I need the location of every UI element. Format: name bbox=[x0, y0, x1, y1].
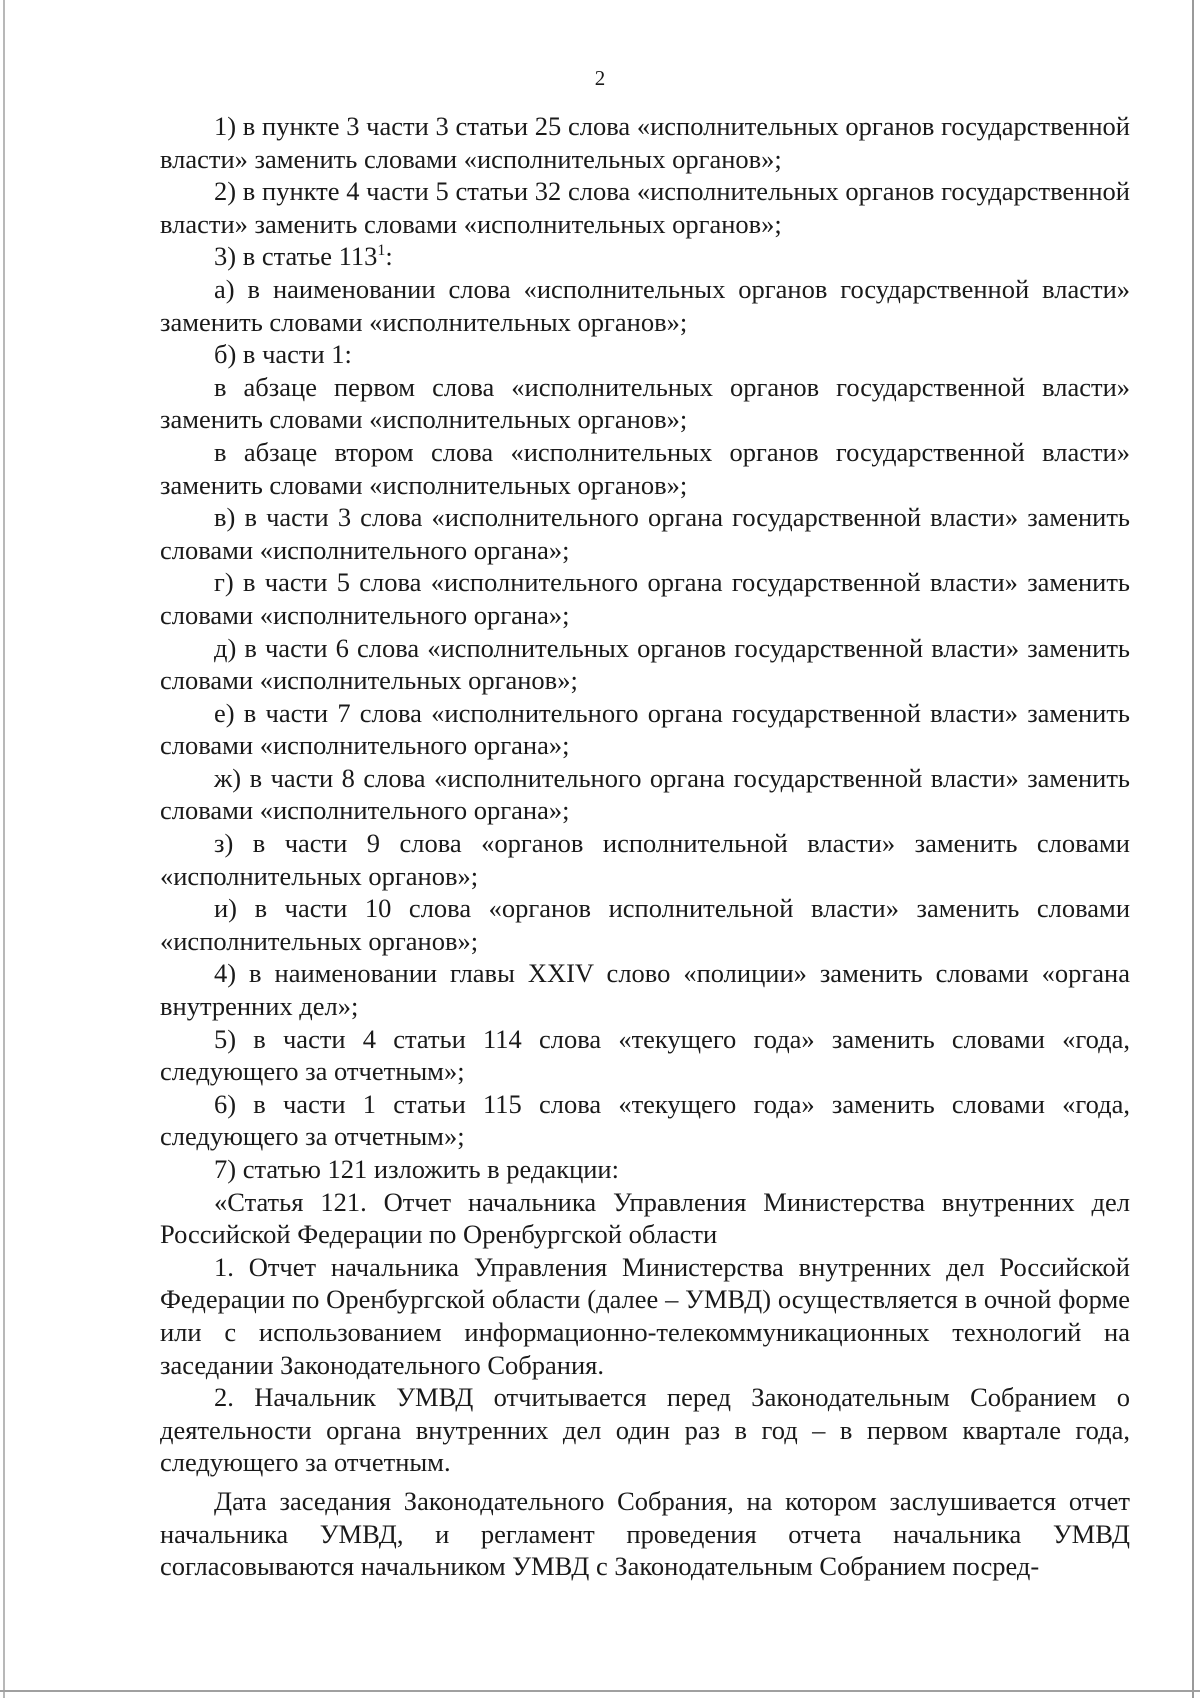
article-121-part-2-abzac: Дата заседания Законодательного Собрания, на котором заслушивается отчет начальника УМВД, и регламент проведения отчета начальника УМВД согласовываются начальником УМВД с Законодательным Собранием посред- bbox=[160, 1485, 1130, 1582]
article-121-part-2: 2. Начальник УМВД отчитывается перед Законодательным Собранием о деятельности органа внутренних дел один раз в год – в первом квартале года, следующего за отчетным. bbox=[160, 1382, 1130, 1478]
paragraph-item-4: 4) в наименовании главы XXIV слово «полиции» заменить словами «органа внутренних дел»; bbox=[160, 958, 1130, 1022]
paragraph-item-3v: в) в части 3 слова «исполнительного органа государственной власти» заменить словами «исполнительного органа»; bbox=[160, 502, 1130, 565]
article-121-part-1: 1. Отчет начальника Управления Министерства внутренних дел Российской Федерации по Оренбургской области (далее – УМВД) осуществляется в очной форме или с использованием информационно-телекоммуникационных технологий на заседании Законодательного Собрания. bbox=[160, 1251, 1130, 1380]
paragraph-item-3z: з) в части 9 слова «органов исполнительной власти» заменить словами «исполнительных органов»; bbox=[160, 828, 1130, 891]
scan-edge-right bbox=[1192, 0, 1194, 1698]
paragraph-item-3e: е) в части 7 слова «исполнительного органа государственной власти» заменить словами «исполнительного органа»; bbox=[160, 697, 1130, 761]
paragraph-item-2: 2) в пункте 4 части 5 статьи 32 слова «исполнительных органов государственной власти» заменить словами «исполнительных органов»; bbox=[160, 176, 1130, 239]
paragraph-item-7: 7) статью 121 изложить в редакции: bbox=[214, 1154, 619, 1184]
paragraph-item-5: 5) в части 4 статьи 114 слова «текущего года» заменить словами «года, следующего за отчетным»; bbox=[160, 1023, 1130, 1087]
article-121-title: «Статья 121. Отчет начальника Управления Министерства внутренних дел Российской Федерации по Оренбургской области bbox=[160, 1186, 1130, 1250]
scan-edge-bottom bbox=[0, 1690, 1200, 1692]
page-number: 2 bbox=[594, 66, 606, 90]
paragraph-item-3zh: ж) в части 8 слова «исполнительного органа государственной власти» заменить словами «исполнительного органа»; bbox=[160, 762, 1130, 826]
paragraph-item-3-text: 3) в статье 113 bbox=[214, 241, 378, 272]
paragraph-item-3a: а) в наименовании слова «исполнительных органов государственной власти» заменить словами «исполнительных органов»; bbox=[160, 273, 1130, 337]
paragraph-item-3d: д) в части 6 слова «исполнительных органов государственной власти» заменить словами «исполнительных органов»; bbox=[160, 632, 1130, 696]
scan-edge-left bbox=[3, 0, 5, 1698]
paragraph-item-6: 6) в части 1 статьи 115 слова «текущего года» заменить словами «года, следующего за отчетным»; bbox=[160, 1088, 1130, 1152]
paragraph-item-3b: б) в части 1: bbox=[214, 339, 352, 370]
paragraph-item-3g: г) в части 5 слова «исполнительного органа государственной власти» заменить словами «исполнительного органа»; bbox=[160, 567, 1130, 630]
paragraph-abzac-1: в абзаце первом слова «исполнительных органов государственной власти» заменить словами «исполнительных органов»; bbox=[160, 371, 1130, 435]
document-body bbox=[160, 110, 1130, 1583]
superscript-index: 1 bbox=[377, 242, 386, 260]
paragraph-item-3 bbox=[160, 240, 1130, 273]
paragraph-item-3-colon: : bbox=[385, 241, 393, 272]
paragraph-item-1: 1) в пункте 3 части 3 статьи 25 слова «исполнительных органов государственной власти» заменить словами «исполнительных органов»; bbox=[160, 111, 1130, 174]
paragraph-item-3i: и) в части 10 слова «органов исполнительной власти» заменить словами «исполнительных органов»; bbox=[160, 893, 1130, 956]
paragraph-abzac-2: в абзаце втором слова «исполнительных органов государственной власти» заменить словами «исполнительных органов»; bbox=[160, 436, 1130, 500]
